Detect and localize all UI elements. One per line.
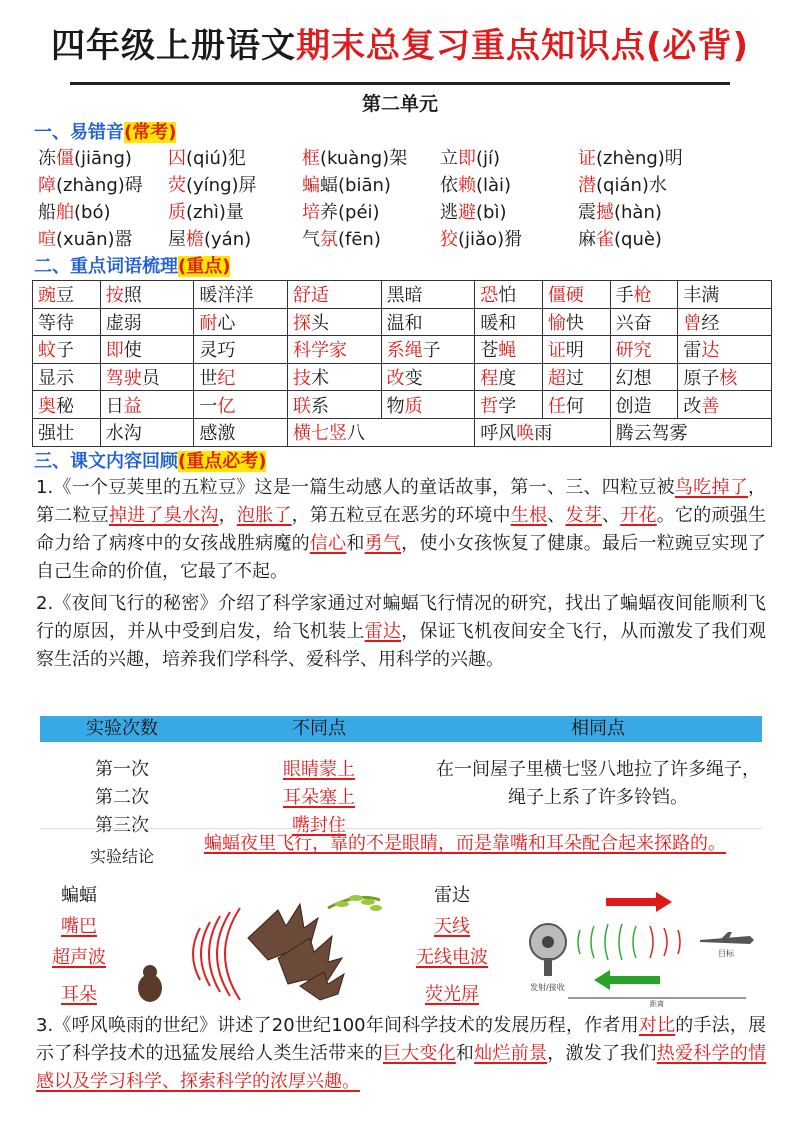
vocab-row [33,418,772,446]
vocab-plain: 显示 [38,368,74,390]
difference-value: 耳朵塞上 [283,787,355,808]
vocab-plain: 术 [310,368,329,390]
vocab-row [33,336,772,364]
vocab-plain: 日 [105,395,124,417]
vocab-key: 科学家 [292,340,347,362]
difference-value: 嘴封住 [292,815,346,836]
vocab-plain: 何 [565,395,584,417]
vocab-key: 即 [105,340,124,362]
vocab-key: 超 [547,368,566,390]
pinyin-key-char: 雀 [596,229,614,250]
pinyin-key-char: 潜 [578,175,596,196]
radar-column [400,880,504,1010]
vocab-key: 联 [292,395,311,417]
vocab-plain: 温和 [386,312,423,334]
vocab-cell [33,281,101,309]
vocab-table [32,280,772,447]
vocab-plain: 怕 [498,285,517,307]
vocab-plain: 灵巧 [199,340,236,362]
vocab-cell [33,418,101,446]
pinyin-key-char: 质 [168,202,186,223]
vocab-cell [381,308,475,336]
pinyin-item [302,172,440,199]
vocab-plain: 呼风 [480,423,517,445]
vocab-key: 愉 [547,312,566,334]
vocab-cell [100,281,194,309]
key-phrase: 对比 [638,1015,676,1036]
vocab-key: 蚊 [38,340,56,362]
pinyin-item [578,145,728,172]
text-run: 、 [547,505,566,526]
paragraph-3 [36,1012,766,1096]
title-red: 期末总复习重点知识点(必背) [295,26,750,66]
vocab-cell [475,308,543,336]
pinyin-item [440,226,578,253]
vocab-key: 按 [105,285,124,307]
vocab-key: 奥 [38,395,56,417]
text-run: ，使小女孩恢复了健康。最后一粒豌豆实现了自己生命的价值，它最了不起。 [36,533,767,582]
text-run: ， [218,505,237,526]
pinyin-key-char: 舶 [56,202,74,223]
vocab-key: 质 [404,395,423,417]
section-heading-3 [34,447,266,473]
bat-item: 耳朵 [61,984,97,1005]
pinyin-item [440,199,578,226]
vocab-cell [194,308,288,336]
vocab-cell [678,391,772,419]
key-phrase: 掉进了臭水沟 [109,505,219,526]
pinyin-key-char: 荧 [168,175,186,196]
vocab-plain: 学 [498,395,517,417]
pinyin-plain: 船 [38,202,56,223]
vocab-plain: 雷 [683,340,702,362]
vocab-key: 核 [719,368,738,390]
vocab-plain: 世 [199,368,218,390]
vocab-plain: 黑暗 [386,285,423,307]
vocab-plain: 幻想 [615,368,652,390]
vocab-cell [100,418,194,446]
section-label: 三、课文内容回顾 [34,451,178,472]
vocab-key: 研究 [615,340,652,362]
same-point-text: 在一间屋子里横七竖八地拉了许多绳子，绳子上系了许多铃铛。 [436,759,760,808]
vocab-cell [381,363,475,391]
key-phrase: 发芽 [565,505,602,526]
vocab-cell [542,308,610,336]
vocab-cell [542,363,610,391]
vocab-cell [381,336,475,364]
pinyin-item [38,145,168,172]
vocab-key: 程 [480,368,499,390]
pinyin-reading: (xuān)嚣 [56,229,133,250]
pinyin-reading: (hàn) [614,202,662,223]
text-run: 1.《一个豆荚里的五粒豆》这是一篇生动感人的童话故事，第一、三、四粒豆被 [36,477,675,498]
vocab-plain: 使 [123,340,142,362]
vocab-cell [475,336,543,364]
experiment-header [40,716,762,742]
text-run: 和 [346,533,365,554]
vocab-key: 唤 [516,423,535,445]
pinyin-key-char: 氛 [320,229,338,250]
pinyin-key-char: 即 [458,148,476,169]
pinyin-key-char: 撼 [596,202,614,223]
difference-value: 眼睛蒙上 [283,759,355,780]
vocab-plain: 等待 [38,312,74,334]
pinyin-reading: (zhì)量 [186,202,244,223]
pinyin-item [168,199,302,226]
header-same: 相同点 [571,718,625,739]
trial-label: 第一次 [95,759,149,780]
vocab-plain: 腾云驾雾 [615,423,688,445]
trial-label: 第三次 [95,815,149,836]
vocab-key: 舒适 [292,285,329,307]
radar-illustration [510,890,762,1008]
vocab-plain: 明 [565,340,584,362]
text-run: ，第二粒豆 [36,477,767,526]
vocab-cell [100,363,194,391]
bat-illustration [128,888,382,1006]
pinyin-reading: (zhàng)碍 [56,175,143,196]
pinyin-item [302,226,440,253]
vocab-plain: 子 [56,340,74,362]
pinyin-key-char: 赖 [458,175,476,196]
vocab-plain: 子 [422,340,441,362]
radar-target-label: 目标 [718,949,734,958]
vocab-cell [287,391,381,419]
vocab-cell [287,281,381,309]
text-run: ，激发了我们 [547,1043,657,1064]
vocab-cell [678,308,772,336]
vocab-cell [542,281,610,309]
pinyin-reading: (yán) [204,229,252,250]
pinyin-key-char: 障 [38,175,56,196]
vocab-plain: 雨 [534,423,553,445]
vocab-cell [381,391,475,419]
pinyin-item [578,199,728,226]
vocab-cell [678,363,772,391]
vocab-row [33,308,772,336]
pinyin-plain: 逃 [440,202,458,223]
vocab-plain: 系 [310,395,329,417]
vocab-key: 益 [123,395,142,417]
pinyin-reading: (kuàng)架 [320,148,408,169]
vocab-key: 曾 [683,312,702,334]
pinyin-item [38,199,168,226]
vocab-cell [194,336,288,364]
vocab-key: 亿 [217,395,236,417]
text-run: ，第五粒豆在恶劣的环境中 [291,505,511,526]
experiment-table [40,716,762,866]
section-label: 一、易错音 [34,122,124,143]
bat-column [40,880,118,1010]
vocab-plain: 经 [701,312,720,334]
pinyin-key-char: 框 [302,148,320,169]
vocab-plain: 员 [141,368,160,390]
vocab-key: 僵硬 [547,285,584,307]
vocab-cell [287,363,381,391]
pinyin-item [168,226,302,253]
pinyin-reading: 养(péi) [320,202,380,223]
pinyin-key-char: 培 [302,202,320,223]
vocab-cell [475,391,543,419]
experiment-conclusion [40,828,762,884]
pinyin-reading: (qián)水 [596,175,667,196]
pinyin-item [38,226,168,253]
section-tag: (常考) [124,122,177,143]
pinyin-plain: 气 [302,229,320,250]
vocab-key: 恐 [480,285,499,307]
vocab-plain: 变 [404,368,423,390]
vocab-cell [100,391,194,419]
pinyin-key-char: 避 [458,202,476,223]
text-run: 的手法，展示了科学技术的迅猛发展给人类生活带来的 [36,1015,767,1064]
pinyin-plain: 冻 [38,148,56,169]
radar-item: 无线电波 [416,947,488,968]
pinyin-plain: 依 [440,175,458,196]
vocab-plain: 感激 [199,423,236,445]
trial-label: 第二次 [95,787,149,808]
pinyin-item [302,145,440,172]
pinyin-reading: (qiú)犯 [186,148,246,169]
pinyin-key-char: 证 [578,148,596,169]
title-black: 四年级上册语文 [50,26,296,66]
vocab-cell [100,308,194,336]
header-difference: 不同点 [292,718,346,739]
text-run: 和 [455,1043,475,1064]
vocab-plain: 手 [615,285,634,307]
radar-item: 荧光屏 [425,984,479,1005]
vocab-key: 善 [701,395,720,417]
vocab-cell [475,281,543,309]
vocab-plain: 快 [565,312,584,334]
vocab-key: 系绳 [386,340,423,362]
vocab-key: 驾驶 [105,368,142,390]
pinyin-item [168,145,302,172]
vocab-plain: 度 [498,368,517,390]
pinyin-item [168,172,302,199]
vocab-cell [287,336,381,364]
text-run: 2.《夜间飞行的秘密》介绍了科学家通过对蝙蝠飞行情况的研究，找出了蝙蝠夜间能顺利飞行的原因，并从中受到启发，给飞机装上 [36,593,766,642]
vocab-cell [194,281,288,309]
vocab-cell [194,418,288,446]
bat-radar-comparison [40,880,762,1008]
vocab-cell [33,336,101,364]
header-trial: 实验次数 [86,718,158,739]
text-run: 3.《呼风唤雨的世纪》讲述了20世纪100年间科学技术的发展历程，作者用 [36,1015,639,1036]
radar-label: 雷达 [434,885,470,906]
pinyin-reading: (jí) [476,148,501,169]
vocab-key: 任 [547,395,566,417]
key-phrase: 鸟吃掉了 [674,477,749,498]
section-tag: (重点) [178,256,231,277]
vocab-plain: 豆 [56,285,74,307]
pinyin-plain: 麻 [578,229,596,250]
pinyin-item [578,172,728,199]
text-run: 、 [602,505,621,526]
vocab-plain: 暖洋洋 [199,285,254,307]
vocab-cell [678,281,772,309]
key-phrase: 灿烂前景 [474,1043,548,1064]
pinyin-key-char: 喧 [38,229,56,250]
pinyin-reading: (fēn) [338,229,381,250]
vocab-plain: 原子 [683,368,720,390]
unit-subtitle: 第二单元 [361,93,438,115]
pinyin-item [302,199,440,226]
section-heading-1 [34,118,176,144]
bat-item: 超声波 [52,947,106,968]
pinyin-reading: (zhèng)明 [596,148,683,169]
vocab-plain: 苍 [480,340,499,362]
vocab-plain: 头 [310,312,329,334]
vocab-cell [678,336,772,364]
vocab-cell [100,336,194,364]
vocab-row [33,281,772,309]
vocab-cell [542,336,610,364]
vocab-key: 达 [701,340,720,362]
pinyin-plain: 立 [440,148,458,169]
vocab-plain: 强壮 [38,423,74,445]
vocab-key: 枪 [633,285,652,307]
vocab-cell [194,363,288,391]
section-tag: (重点必考) [178,451,267,472]
vocab-plain: 照 [123,285,142,307]
vocab-key: 纪 [217,368,236,390]
section-heading-2 [34,252,230,278]
conclusion-text: 蝙蝠夜里飞行，靠的不是眼睛，而是靠嘴和耳朵配合起来探路的。 [204,833,726,854]
vocab-key: 证 [547,340,566,362]
key-phrase: 开花 [620,505,657,526]
vocab-plain: 丰满 [683,285,720,307]
key-phrase: 信心 [309,533,347,554]
vocab-cell [542,391,610,419]
radar-distance-label: 距离 [650,1000,664,1008]
vocab-plain: 物 [386,395,405,417]
vocab-key: 耐 [199,312,218,334]
pinyin-item [38,172,168,199]
vocab-cell [610,391,678,419]
vocab-plain: 暖和 [480,312,517,334]
vocab-cell [33,363,101,391]
vocab-cell [194,391,288,419]
vocab-plain: 过 [565,368,584,390]
vocab-plain: 水沟 [105,423,142,445]
vocab-cell [475,418,610,446]
vocab-cell [610,308,678,336]
pinyin-reading: (bó) [74,202,111,223]
section-label: 二、重点词语梳理 [34,256,178,277]
vocab-cell [610,281,678,309]
vocab-key: 横七竖 [292,423,347,445]
key-phrase: 巨大变化 [382,1043,456,1064]
vocab-plain: 兴奋 [615,312,652,334]
pinyin-reading: (jiāng) [74,148,132,169]
paragraph-1 [36,474,766,586]
pinyin-item [578,226,728,253]
vocab-plain: 心 [217,312,236,334]
pinyin-item [440,172,578,199]
key-phrase: 生根 [510,505,548,526]
text-run: 。它的顽强生命力给了病疼中的女孩战胜病魔的 [36,505,767,554]
vocab-cell [33,308,101,336]
vocab-cell [33,391,101,419]
pinyin-reading: (jiǎo)猾 [458,229,523,250]
radar-emit-label: 发射/接收 [530,983,565,992]
pinyin-key-char: 囚 [168,148,186,169]
pinyin-plain: 屋 [168,229,186,250]
vocab-key: 探 [292,312,311,334]
pinyin-reading: (yíng)屏 [186,175,257,196]
vocab-plain: 秘 [56,395,74,417]
vocab-plain: 创造 [615,395,652,417]
vocab-key: 改 [386,368,405,390]
paragraph-2 [36,590,766,674]
pinyin-key-char: 蝙 [302,175,320,196]
title-underline [70,82,730,85]
vocab-cell [381,281,475,309]
vocab-row [33,363,772,391]
pinyin-reading: 蝠(biān) [320,175,391,196]
text-run: ，保证飞机夜间安全飞行，从而激发了我们观察生活的兴趣，培养我们学科学、爱科学、用科学的兴趣。 [36,621,767,670]
vocab-key: 蝇 [498,340,517,362]
vocab-cell [287,418,474,446]
bat-label: 蝙蝠 [61,885,97,906]
vocab-row [33,391,772,419]
key-phrase: 勇气 [364,533,402,554]
vocab-plain: 八 [346,423,365,445]
pinyin-reading: (què) [614,229,662,250]
pinyin-key-char: 檐 [186,229,204,250]
pinyin-key-char: 狡 [440,229,458,250]
vocab-cell [287,308,381,336]
key-phrase: 雷达 [364,621,402,642]
key-phrase: 泡胀了 [236,505,292,526]
pinyin-reading: (bì) [476,202,507,223]
pinyin-key-char: 僵 [56,148,74,169]
conclusion-label: 实验结论 [89,847,154,866]
vocab-key: 技 [292,368,311,390]
vocab-plain: 一 [199,395,218,417]
vocab-cell [610,336,678,364]
vocab-cell [610,363,678,391]
page-title [0,18,800,67]
vocab-key: 豌 [38,285,56,307]
pinyin-grid [38,145,778,253]
vocab-cell [475,363,543,391]
bat-item: 嘴巴 [61,916,97,937]
vocab-key: 哲 [480,395,499,417]
vocab-plain: 虚弱 [105,312,142,334]
lesson-recall [36,474,766,678]
radar-item: 天线 [434,916,470,937]
vocab-plain: 改 [683,395,702,417]
vocab-cell [610,418,771,446]
key-phrase: 热爱科学的情感以及学习科学、探索科学的浓厚兴趣。 [36,1043,767,1092]
pinyin-reading: (lài) [476,175,512,196]
pinyin-item [440,145,578,172]
pinyin-plain: 震 [578,202,596,223]
